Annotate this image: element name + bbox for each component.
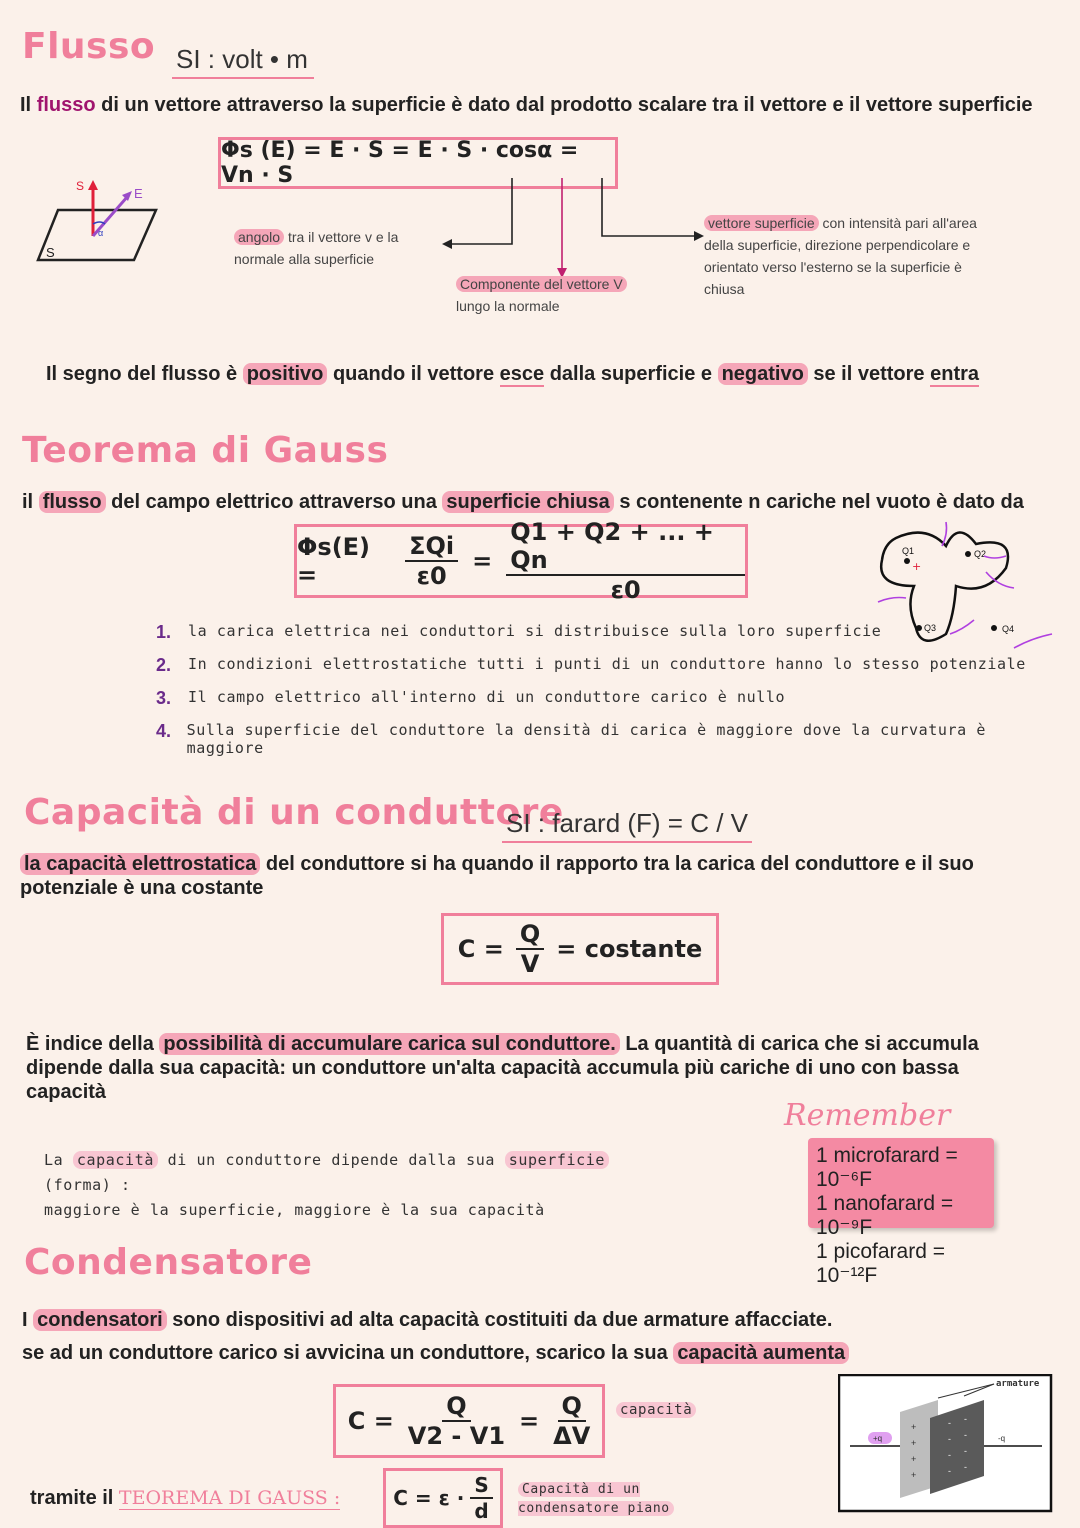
condensatore-formula-box: C = $\frac{Q}{V2 - V1}$ = $\frac{Q}{\Delta V}$ (333, 1384, 605, 1458)
charge-plus-q: +q (873, 1434, 883, 1443)
list-item: 4. Sulla superficie del conduttore la densità di carica è maggiore dove la curvatura è maggiore (156, 721, 987, 757)
svg-text:-: - (964, 1462, 967, 1472)
plane-label: S (46, 245, 55, 260)
s-vector-label: S (76, 179, 85, 193)
e-vector-label: E (134, 186, 143, 201)
capacita-definition: la capacità elettrostatica del conduttore si ha quando il rapporto tra la carica del conduttore e il suo potenziale è una costante (20, 853, 974, 899)
note-angle: angolo tra il vettore v e la normale alla superficie (234, 229, 399, 267)
note-component: Componente del vettore V lungo la normale (456, 273, 676, 317)
gauss-formula-box: Φs(E) = $\frac{\text{ΣQi}}{\varepsilon 0}$ = $\frac{Q1 + Q2 + ... + Qn}{\varepsilon 0}$ (294, 524, 748, 598)
svg-text:-: - (964, 1446, 967, 1456)
capacita-si-unit: SI : farard (F) = C / V (502, 808, 752, 843)
conductor-properties-list (156, 622, 1036, 757)
svg-text:+: + (912, 560, 922, 573)
flusso-annotation-arrows (430, 172, 730, 282)
flusso-si-unit: SI : volt • m (172, 44, 314, 79)
svg-text:+: + (911, 1422, 917, 1432)
gauss-numerator-sum: ΣQi (405, 532, 458, 562)
remember-box (808, 1138, 994, 1287)
charge-q1: Q1 (902, 546, 915, 556)
armature-label: armature (996, 1379, 1040, 1389)
svg-text:+: + (911, 1470, 917, 1480)
svg-text:-: - (948, 1466, 951, 1476)
gauss-formula-lhs: Φs(E) = (297, 533, 371, 589)
charge-q2: Q2 (974, 549, 987, 559)
alpha-label: α (98, 228, 104, 238)
remember-microfarad: 1 microfarard = 10⁻⁶F (816, 1144, 958, 1191)
note-surface-vector: vettore superficie con intensità pari all'area della superficie, direzione perpendicolare e orientato verso l'esterno se la superficie è chiusa (704, 215, 977, 297)
flusso-title: Flusso (22, 26, 156, 67)
gauss-title: Teorema di Gauss (22, 430, 389, 471)
capacita-surface-dependency: La capacità di un conduttore dipende dalla sua superficie (forma) : maggiore è la superficie, maggiore è la sua capacità (44, 1148, 684, 1223)
svg-text:-: - (948, 1434, 951, 1444)
condensatore-title: Condensatore (24, 1242, 313, 1283)
capacita-title: Capacità di un conduttore (24, 792, 564, 833)
gauss-numerator-expanded: Q1 + Q2 + ... + Qn (506, 518, 745, 576)
capacitor-figure (838, 1374, 1054, 1514)
svg-text:-: - (948, 1450, 951, 1460)
remember-nanofarad: 1 nanofarard = 10⁻⁹F (816, 1192, 954, 1239)
charge-q4: Q4 (1002, 624, 1015, 634)
gauss-denominator-1: ε0 (416, 562, 447, 590)
flusso-formula: Φs (E) = E · S = E · S · cosα = Vn · S (221, 138, 579, 188)
svg-text:-: - (964, 1414, 967, 1424)
svg-text:-: - (964, 1430, 967, 1440)
capacita-formula-box: C = $\frac{Q}{V}$ = costante (441, 913, 719, 985)
flusso-sign-rule: Il segno del flusso è positivo quando il vettore esce dalla superficie e negativo se il vettore entra (46, 363, 980, 385)
gauss-reference: tramite il TEOREMA DI GAUSS : (30, 1487, 341, 1509)
svg-text:+: + (911, 1454, 917, 1464)
charge-q3: Q3 (924, 623, 937, 633)
remember-title: Remember (784, 1098, 951, 1133)
svg-text:-: - (948, 1418, 951, 1428)
list-item: 1. la carica elettrica nei conduttori si distribuisce sulla loro superficie (156, 622, 882, 642)
plate-capacitor-formula-box: C = ε · $\frac{S}{d}$ (383, 1468, 503, 1528)
flusso-definition: Il flusso di un vettore attraverso la superficie è dato dal prodotto scalare tra il vettore e il vettore superficie (20, 94, 1033, 116)
remember-picofarad: 1 picofarard = 10⁻¹²F (816, 1240, 945, 1287)
condensatore-capacity-increase: se ad un conduttore carico si avvicina un conduttore, scarico la sua capacità aumenta (22, 1341, 1062, 1365)
flux-plane-figure (30, 178, 165, 268)
gauss-theorem-link: TEOREMA DI GAUSS : (118, 1487, 341, 1509)
capacita-index: È indice della possibilità di accumulare carica sul conduttore. La quantità di carica che si accumula dipende dalla sua capacità: un conduttore un'alta capacità accumula più cariche di uno con bassa capacità (26, 1033, 979, 1103)
tag-capacita: capacità (616, 1402, 696, 1418)
list-item: 3. Il campo elettrico all'interno di un conduttore carico è nullo (156, 688, 786, 708)
tag-plate-capacitor: Capacità di un condensatore piano (518, 1480, 688, 1518)
list-item: 2. In condizioni elettrostatiche tutti i punti di un conduttore hanno lo stesso potenziale (156, 655, 1026, 675)
gauss-statement: il flusso del campo elettrico attraverso una superficie chiusa s contenente n cariche nel vuoto è dato da (22, 491, 1024, 513)
condensatore-definition: I condensatori sono dispositivi ad alta capacità costituiti da due armature affacciate. (22, 1309, 833, 1331)
svg-text:+: + (911, 1438, 917, 1448)
charge-minus-q: -q (998, 1434, 1006, 1443)
gauss-denominator-2: ε0 (610, 576, 641, 604)
flusso-keyword: flusso (36, 94, 96, 116)
